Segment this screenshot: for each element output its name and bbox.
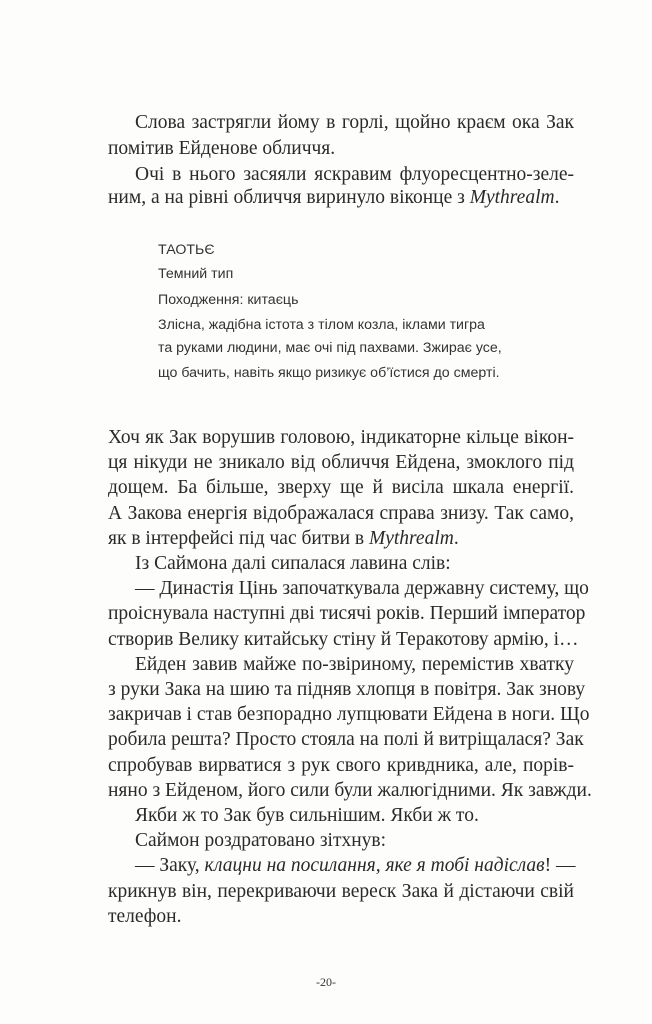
text-segment: телефон. [108,906,182,927]
text-line [108,526,574,552]
text-line [108,185,574,211]
text-segment: ним, а на рівні обличчя виринуло віконце з [108,187,470,208]
text-line [108,879,574,905]
text-segment: ! — [544,855,576,876]
text-segment: закричав і став безпорадно лупцювати Ейдена в ноги. Що [108,704,590,725]
text-line [135,803,574,829]
text-segment: з руки Зака на шию та підняв хлопця в повітря. Зак знову [108,679,586,700]
creature-info-line: Походження: китаєць [158,292,299,308]
creature-info-line: Темний тип [158,266,234,282]
text-segment: — Династія Цінь започаткувала державну систему, що [135,578,589,599]
text-line [135,551,574,577]
text-segment: створив Велику китайську стіну й Теракотову армію, і… [108,629,579,650]
text-line [108,136,574,162]
italic-text: клацни на посилання, яке я тобі надіслав [204,855,545,876]
text-line [108,425,574,451]
text-segment: проіснувала наступні дві тисячі років. Перший імператор [108,603,586,624]
text-segment: А Закова енергія відображалася справа знизу. Так само, [108,503,574,524]
text-line [108,677,586,703]
text-segment: Слова застрягли йому в горлі, щойно краєм ока Зак [135,112,574,133]
text-segment: ця нікуди не зникало від обличчя Ейдена, змоклого під [108,452,574,473]
text-segment: . [554,187,560,208]
text-line [135,576,589,602]
text-segment: помітив Ейденове обличчя. [108,138,336,159]
text-segment: . [453,528,459,549]
text-segment: як в інтерфейсі під час битви в [108,528,369,549]
text-line [108,778,592,804]
text-line [135,853,574,879]
italic-text: Mythrealm [368,528,454,549]
text-line [108,450,574,476]
text-line [108,904,574,930]
text-segment: — Заку, [135,855,205,876]
text-segment: Ейден завив майже по-звіриному, перемістив хватку [135,654,574,675]
text-line [135,652,574,678]
text-segment: Саймон роздратовано зітхнув: [135,830,387,851]
text-segment: крикнув він, перекриваючи вереск Зака й дістаючи свій [108,881,574,902]
text-segment: Хоч як Зак ворушив головою, індикаторне кільце вікон- [108,427,574,448]
text-line [108,627,579,653]
text-segment: дощем. Ба більше, зверху ще й висіла шкала енергії. [108,477,574,498]
text-segment: Якби ж то Зак був сильнішим. Якби ж то. [135,805,479,826]
text-line [108,702,590,728]
text-segment: робила решта? Просто стояла на полі й витріщалася? Зак [108,729,584,750]
creature-info-line: та руками людини, має очі під пахвами. Зжирає усе, [158,340,502,356]
italic-text: Mythrealm [469,187,555,208]
text-line [135,110,574,136]
text-segment: Із Саймона далі сипалася лавина слів: [135,553,451,574]
page-number: -20- [316,975,336,989]
text-line [108,501,574,527]
text-line [108,727,584,753]
text-segment: Очі в нього засяяли яскравим флуоресцентно-зеле- [135,164,574,185]
text-line [108,753,574,779]
creature-name: ТАОТЬЄ [158,242,215,258]
creature-info-line: Злісна, жадібна істота з тілом козла, іклами тигра [158,317,485,333]
text-line [135,828,574,854]
text-line [108,475,574,501]
text-segment: спробував вирватися з рук свого кривдника, але, порів- [108,755,574,776]
text-segment: няно з Ейденом, його сили були жалюгідними. Як завжди. [108,780,592,801]
creature-info-line: що бачить, навіть якщо ризикує об’їстися до смерті. [158,365,500,381]
text-line [108,601,586,627]
